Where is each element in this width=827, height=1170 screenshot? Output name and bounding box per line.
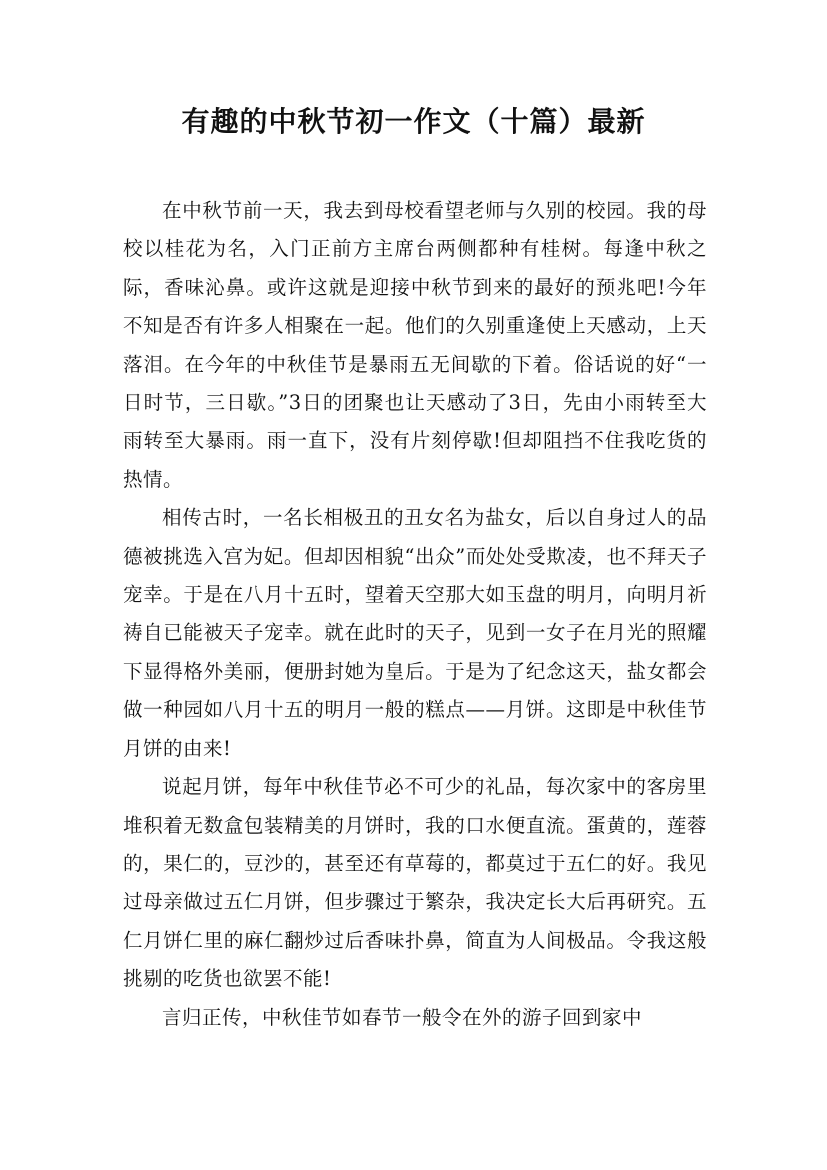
paragraph-4: 言归正传，中秋佳节如春节一般令在外的游子回到家中: [162, 1005, 643, 1029]
paragraph-2: 相传古时，一名长相极丑的丑女名为盐女，后以自身过人的品德被挑选入宫为妃。但却因相貌“出众”而处处受欺凌，也不拜天子宠幸。于是在八月十五时，望着天空那大如玉盘的明月，向明月祈祷自已能被天子宠幸。就在此时的天子，见到一女子在月光的照耀下显得格外美丽，便册封她为皇后。于是为了纪念这天，盐女都会做一种园如八月十五的明月一般的糕点——月饼。这即是中秋佳节月饼的由来!: [123, 506, 707, 760]
document-body: [123, 192, 707, 1037]
document-title: 有趣的中秋节初一作文（十篇）最新: [181, 105, 646, 138]
paragraph-3: 说起月饼，每年中秋佳节必不可少的礼品，每次家中的客房里堆积着无数盒包装精美的月饼时，我的口水便直流。蛋黄的，莲蓉的，果仁的，豆沙的，甚至还有草莓的，都莫过于五仁的好。我见过母亲做过五仁月饼，但步骤过于繁杂，我决定长大后再研究。五仁月饼仁里的麻仁翻炒过后香味扑鼻，简直为人间极品。令我这般挑剔的吃货也欲罢不能!: [123, 775, 707, 991]
paragraph-1: 在中秋节前一天，我去到母校看望老师与久别的校园。我的母校以桂花为名，入门正前方主席台两侧都种有桂树。每逢中秋之际，香味沁鼻。或许这就是迎接中秋节到来的最好的预兆吧!今年不知是否有许多人相聚在一起。他们的久别重逢使上天感动，上天落泪。在今年的中秋佳节是暴雨五无间歇的下着。俗话说的好“一日时节，三日歇。”3日的团聚也让天感动了3日，先由小雨转至大雨转至大暴雨。雨一直下，没有片刻停歇!但却阻挡不住我吃货的热情。: [123, 199, 707, 491]
